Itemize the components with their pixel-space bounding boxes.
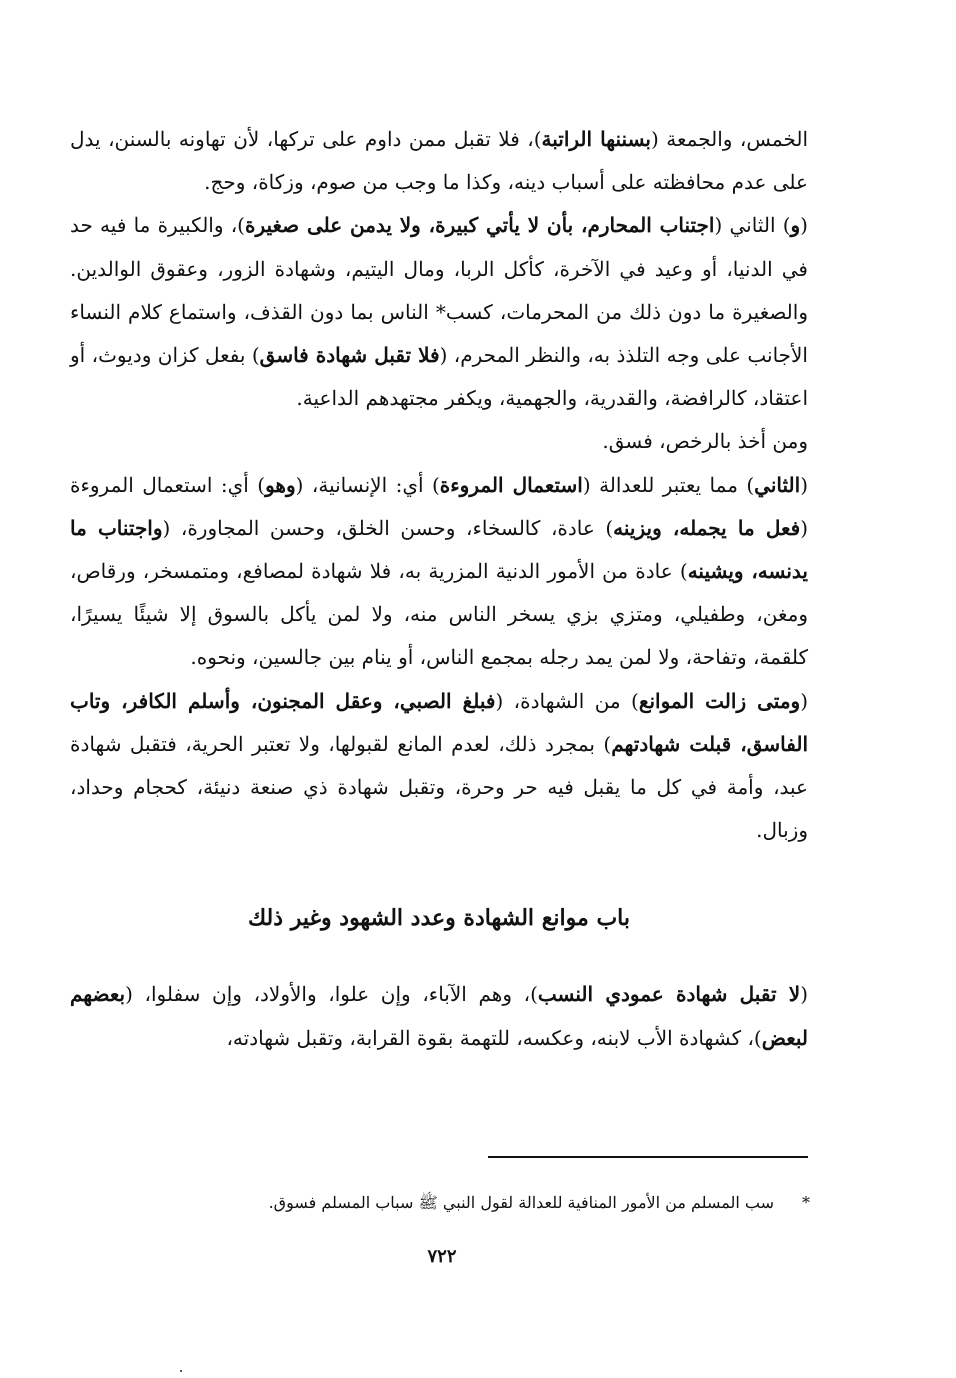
scan-speck bbox=[180, 1370, 182, 1372]
paragraph-2-bold-phrase: فلا تقبل شهادة فاسق bbox=[259, 343, 440, 368]
paragraph-5-text: ) بمجرد ذلك، لعدم المانع لقبولها، ولا تعتبر الحرية، فتقبل شهادة عبد، وأمة في كل ما يقبل فيه حر وحرة، وتقبل شهادة ذي صنعة دنيئة، كحجام وحداد، وزبال. bbox=[70, 731, 808, 843]
paragraph-4-text: ) أي: الإنسانية، ( bbox=[295, 472, 440, 497]
paragraph-1-text: الخمس، والجمعة ( bbox=[650, 127, 809, 151]
paragraph-5-bold-phrase: ومتى زالت الموانع bbox=[638, 688, 801, 713]
footnote-separator bbox=[488, 1156, 808, 1158]
paragraph-after-heading-bold-phrase: بعضهم لبعض bbox=[70, 982, 808, 1050]
paragraph-after-heading-bold-phrase: لا تقبل شهادة عمودي النسب bbox=[537, 982, 801, 1007]
paragraph-4-bold-phrase: استعمال المروءة bbox=[439, 472, 583, 497]
paragraph-4-text: ) عادة من الأمور الدنية المزرية به، فلا شهادة لمصافع، ومتمسخر، ورقاص، ومغن، وطفيلي، ومتزي بزي يسخر الناس منه، ولا لمن يأكل بالسوق إلا شيئًا يسيرًا، كلقمة، وتفاحة، ولا لمن يمد رجله بمجمع الناس، أو ينام بين جالسين، ونحوه. bbox=[70, 559, 808, 670]
paragraph-5-bold-phrase: فبلغ الصبي، وعقل المجنون، وأسلم الكافر، وتاب الفاسق، قبلت شهادتهم bbox=[70, 688, 809, 756]
paragraph-after-heading-text: )، كشهادة الأب لابنه، وعكسه، للتهمة بقوة القرابة، وتقبل شهادته، bbox=[226, 1025, 762, 1050]
footnote-mark: * bbox=[802, 1193, 810, 1212]
paragraph-4-bold-phrase: وهو bbox=[265, 472, 296, 497]
paragraph-4-bold-phrase: واجتناب ما يدنسه، ويشينه bbox=[70, 515, 808, 584]
footnote-text: سب المسلم من الأمور المنافية للعدالة لقول النبي ﷺ سباب المسلم فسوق. bbox=[268, 1193, 774, 1212]
paragraph-4-text: ( bbox=[800, 472, 808, 497]
paragraph-3 bbox=[70, 420, 808, 463]
paragraph-4-text: ) مما يعتبر للعدالة ( bbox=[582, 472, 755, 497]
paragraph-4-text: ) أي: استعمال المروءة ( bbox=[70, 472, 808, 540]
paragraph-2-text: ( bbox=[800, 213, 808, 238]
paragraphs-block bbox=[70, 118, 808, 852]
page-body bbox=[70, 118, 808, 1060]
paragraph-1 bbox=[70, 118, 808, 204]
footnote bbox=[240, 1188, 810, 1218]
paragraph-5-text: ( bbox=[800, 688, 809, 713]
paragraph-after-heading bbox=[70, 973, 808, 1059]
paragraph-4-bold-phrase: الثاني bbox=[754, 472, 801, 497]
paragraph-4-bold-phrase: فعل ما يجمله، ويزينه bbox=[613, 515, 801, 540]
paragraph-4-text: ) عادة، كالسخاء، وحسن الخلق، وحسن المجاورة، ( bbox=[162, 515, 614, 540]
paragraph-3-text: ومن أخذ بالرخص، فسق. bbox=[602, 429, 808, 454]
paragraph-2 bbox=[70, 204, 808, 420]
paragraph-after-heading-text: ( bbox=[800, 982, 808, 1007]
paragraph-2-text: ) بفعل كزان وديوث، أو اعتقاد، كالرافضة، والقدرية، والجهمية، ويكفر مجتهدهم الداعية. bbox=[70, 343, 808, 411]
paragraph-2-text: )، والكبيرة ما فيه حد في الدنيا، أو وعيد في الآخرة، كأكل الربا، ومال اليتيم، وشهادة الزور، وعقوق الوالدين. والصغيرة ما دون ذلك من المحرمات، كسب* الناس بما دون القذف، واستماع كلام النساء الأجانب على وجه التلذذ به، والنظر المحرم، ( bbox=[70, 213, 808, 368]
section-heading: باب موانع الشهادة وعدد الشهود وغير ذلك bbox=[248, 905, 630, 932]
paragraph-5-text: ) من الشهادة، ( bbox=[495, 688, 639, 713]
paragraph-4 bbox=[70, 464, 808, 680]
paragraph-5 bbox=[70, 680, 808, 853]
paragraph-after-heading-text: )، وهم الآباء، وإن علوا، والأولاد، وإن سفلوا، ( bbox=[125, 982, 538, 1007]
paragraph-1-text: )، فلا تقبل ممن داوم على تركها، لأن تهاونه بالسنن، يدل على عدم محافظته على أسباب دينه، وكذا ما وجب من صوم، وزكاة، وحج. bbox=[70, 127, 808, 195]
paragraph-2-bold-phrase: و bbox=[790, 213, 801, 238]
paragraph-1-bold-phrase: بسننها الراتبة bbox=[541, 127, 651, 151]
paragraph-2-bold-phrase: اجتناب المحارم، بأن لا يأتي كبيرة، ولا يدمن على صغيرة bbox=[244, 213, 715, 238]
page-number: ٧٢٢ bbox=[427, 1246, 457, 1267]
paragraph-2-text: ) الثاني ( bbox=[714, 213, 791, 238]
